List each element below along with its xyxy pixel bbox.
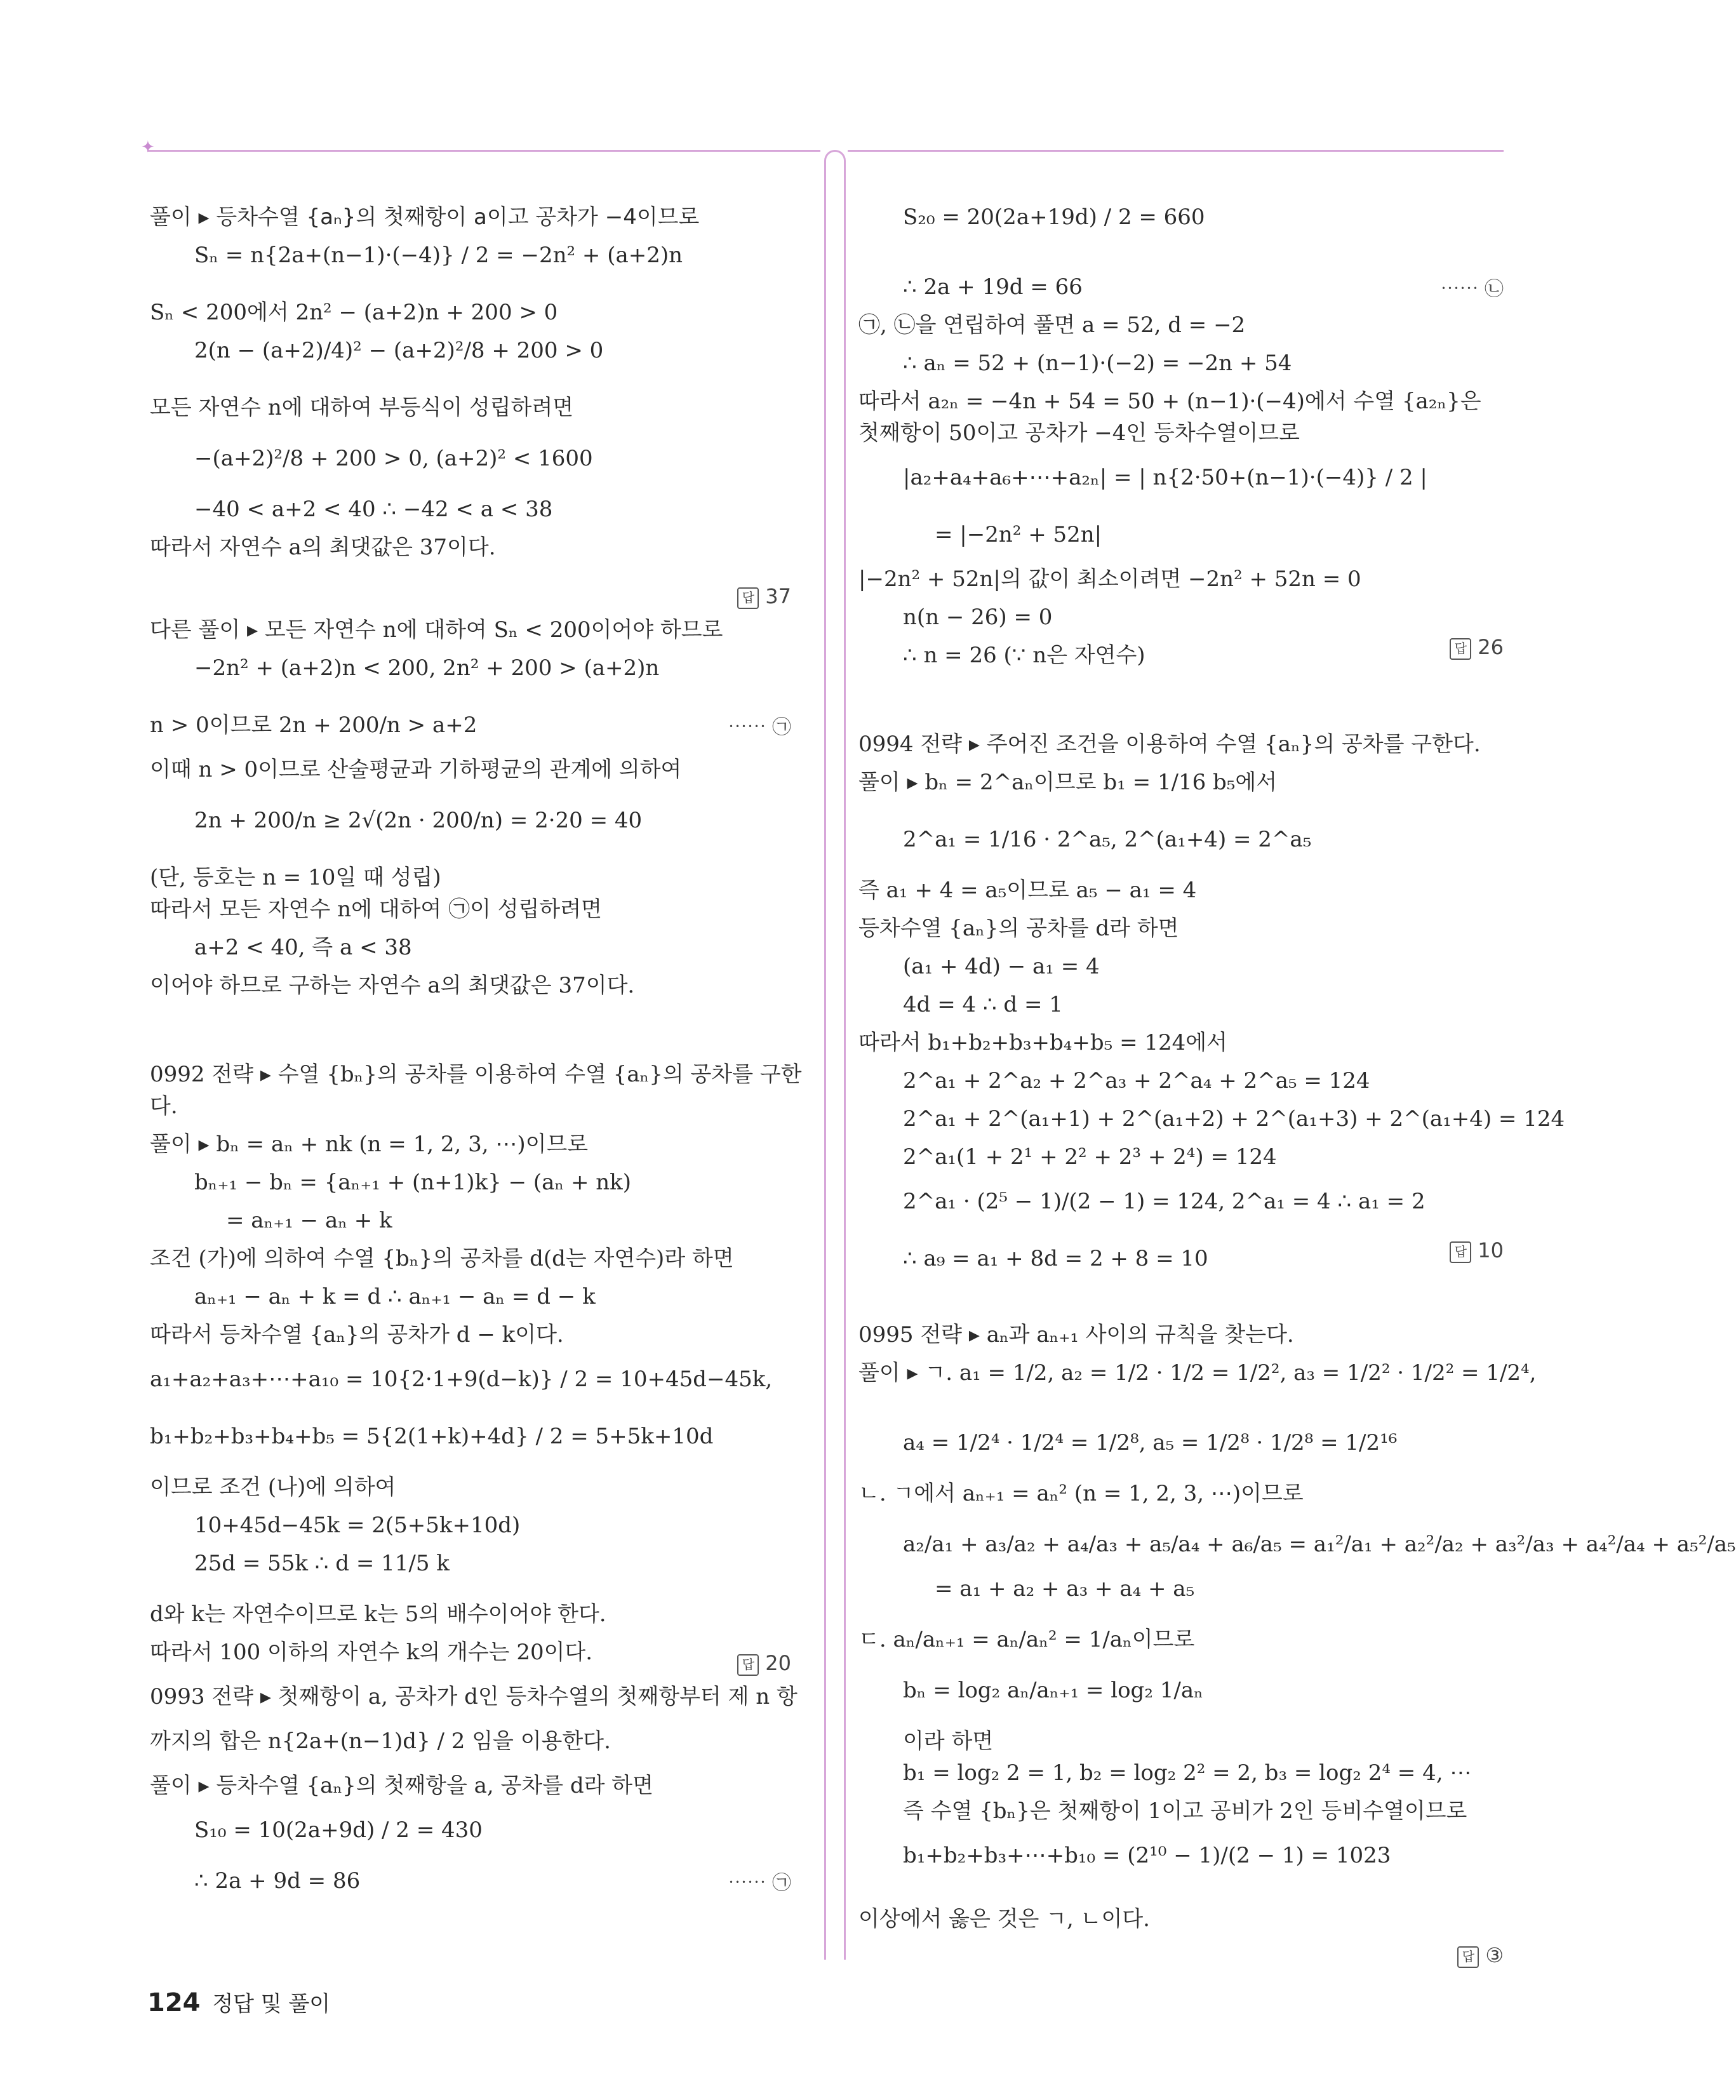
- left-line-34: 풀이 ▸ 등차수열 {aₙ}의 첫째항을 a, 공차를 d라 하면: [150, 1773, 653, 1798]
- right-line-1: ∴ 2a + 19d = 66: [903, 274, 1083, 300]
- right-line-13: 2^a₁ = 1/16 · 2^a₅, 2^(a₁+4) = 2^a₅: [903, 827, 1312, 852]
- left-line-15: a+2 < 40, 즉 a < 38: [194, 935, 412, 960]
- right-line-23: ∴ a₉ = a₁ + 8d = 2 + 8 = 10: [903, 1246, 1208, 1271]
- right-line-36: 이상에서 옳은 것은 ㄱ, ㄴ이다.: [858, 1906, 1150, 1932]
- left-line-24: 따라서 등차수열 {aₙ}의 공차가 d − k이다.: [150, 1322, 564, 1348]
- left-line-4: 모든 자연수 n에 대하여 부등식이 성립하려면: [150, 395, 574, 420]
- left-line-33: 까지의 합은 n{2a+(n−1)d} / 2 임을 이용한다.: [150, 1729, 611, 1754]
- answer-icon: 답: [737, 1654, 759, 1676]
- left-line-20: bₙ₊₁ − bₙ = {aₙ₊₁ + (n+1)k} − (aₙ + nk): [194, 1170, 632, 1195]
- answer-value: 37: [765, 584, 791, 608]
- page-footer: [147, 1986, 330, 2017]
- answer-value: 20: [765, 1651, 791, 1675]
- left-line-16: 이어야 하므로 구하는 자연수 a의 최댓값은 37이다.: [150, 973, 635, 998]
- left-equation-mark-1: ⋯⋯ ㉠: [728, 1872, 791, 1894]
- left-line-9: −2n² + (a+2)n < 200, 2n² + 200 > (a+2)n: [194, 655, 660, 681]
- right-line-14: 즉 a₁ + 4 = a₅이므로 a₅ − a₁ = 4: [858, 878, 1197, 903]
- left-line-27: 이므로 조건 (나)에 의하여: [150, 1475, 396, 1500]
- right-line-21: 2^a₁(1 + 2¹ + 2² + 2³ + 2⁴) = 124: [903, 1144, 1277, 1170]
- left-equation-mark-0: ⋯⋯ ㉠: [728, 716, 791, 739]
- right-line-33: b₁ = log₂ 2 = 1, b₂ = log₂ 2² = 2, b₃ = log₂ 2⁴ = 4, ⋯: [903, 1760, 1472, 1786]
- right-line-16: (a₁ + 4d) − a₁ = 4: [903, 954, 1100, 979]
- left-line-31: 따라서 100 이하의 자연수 k의 개수는 20이다.: [150, 1640, 593, 1665]
- right-line-0: S₂₀ = 20(2a+19d) / 2 = 660: [903, 204, 1205, 230]
- answer-icon: 답: [1450, 638, 1471, 660]
- right-line-24: 0995 전략 ▸ aₙ과 aₙ₊₁ 사이의 규칙을 찾는다.: [858, 1322, 1294, 1348]
- left-line-5: −(a+2)²/8 + 200 > 0, (a+2)² < 1600: [194, 446, 593, 471]
- right-line-29: = a₁ + a₂ + a₃ + a₄ + a₅: [935, 1576, 1195, 1602]
- left-line-1: Sₙ = n{2a+(n−1)·(−4)} / 2 = −2n² + (a+2)n: [194, 243, 683, 268]
- left-line-14: 따라서 모든 자연수 n에 대하여 ㉠이 성립하려면: [150, 897, 602, 922]
- right-line-31: bₙ = log₂ aₙ/aₙ₊₁ = log₂ 1/aₙ: [903, 1678, 1203, 1703]
- left-answer-1: [737, 1651, 791, 1676]
- left-line-8: 다른 풀이 ▸ 모든 자연수 n에 대하여 Sₙ < 200이어야 하므로: [150, 617, 723, 643]
- left-line-30: d와 k는 자연수이므로 k는 5의 배수이어야 한다.: [150, 1602, 606, 1627]
- right-line-2: ㉠, ㉡을 연립하여 풀면 a = 52, d = −2: [858, 312, 1246, 338]
- right-line-6: |a₂+a₄+a₆+⋯+a₂ₙ| = | n{2·50+(n−1)·(−4)} / 2 |: [903, 465, 1427, 490]
- left-line-36: ∴ 2a + 9d = 86: [194, 1868, 361, 1894]
- right-line-11: 0994 전략 ▸ 주어진 조건을 이용하여 수열 {aₙ}의 공차를 구한다.: [858, 732, 1481, 757]
- left-line-2: Sₙ < 200에서 2n² − (a+2)n + 200 > 0: [150, 300, 558, 325]
- left-line-3: 2(n − (a+2)/4)² − (a+2)²/8 + 200 > 0: [194, 338, 604, 363]
- right-line-10: ∴ n = 26 (∵ n은 자연수): [903, 643, 1145, 668]
- answer-icon: 답: [1450, 1241, 1471, 1263]
- left-line-6: −40 < a+2 < 40 ∴ −42 < a < 38: [194, 497, 553, 522]
- star-icon: ✦: [141, 138, 155, 157]
- answer-value: ③: [1485, 1943, 1504, 1967]
- left-line-22: 조건 (가)에 의하여 수열 {bₙ}의 공차를 d(d는 자연수)라 하면: [150, 1246, 734, 1271]
- footer-title: 정답 및 풀이: [212, 1991, 331, 2017]
- right-line-9: n(n − 26) = 0: [903, 605, 1053, 630]
- right-line-19: 2^a₁ + 2^a₂ + 2^a₃ + 2^a₄ + 2^a₅ = 124: [903, 1068, 1370, 1093]
- left-line-28: 10+45d−45k = 2(5+5k+10d): [194, 1513, 521, 1538]
- right-line-12: 풀이 ▸ bₙ = 2^aₙ이므로 b₁ = 1/16 b₅에서: [858, 770, 1278, 795]
- right-equation-mark-0: ⋯⋯ ㉡: [1440, 278, 1504, 300]
- left-line-12: 2n + 200/n ≥ 2√(2n · 200/n) = 2·20 = 40: [194, 808, 643, 833]
- right-line-20: 2^a₁ + 2^(a₁+1) + 2^(a₁+2) + 2^(a₁+3) + 2^(a₁+4) = 124: [903, 1106, 1565, 1132]
- answer-icon: 답: [737, 587, 759, 609]
- left-line-35: S₁₀ = 10(2a+9d) / 2 = 430: [194, 1817, 483, 1843]
- right-line-34: 즉 수열 {bₙ}은 첫째항이 1이고 공비가 2인 등비수열이므로: [903, 1798, 1467, 1824]
- right-line-27: ㄴ. ㄱ에서 aₙ₊₁ = aₙ² (n = 1, 2, 3, ⋯)이므로: [858, 1481, 1304, 1506]
- right-answer-1: [1450, 1238, 1504, 1263]
- right-line-35: b₁+b₂+b₃+⋯+b₁₀ = (2¹⁰ − 1)/(2 − 1) = 1023: [903, 1843, 1391, 1868]
- right-line-18: 따라서 b₁+b₂+b₃+b₄+b₅ = 124에서: [858, 1030, 1227, 1055]
- right-line-22: 2^a₁ · (2⁵ − 1)/(2 − 1) = 124, 2^a₁ = 4 ∴ a₁ = 2: [903, 1189, 1426, 1214]
- right-line-15: 등차수열 {aₙ}의 공차를 d라 하면: [858, 916, 1179, 941]
- left-answer-0: [737, 584, 791, 609]
- left-line-0: 풀이 ▸ 등차수열 {aₙ}의 첫째항이 a이고 공차가 −4이므로: [150, 204, 700, 230]
- answer-value: 10: [1478, 1238, 1504, 1262]
- right-line-5: 첫째항이 50이고 공차가 −4인 등차수열이므로: [858, 420, 1300, 446]
- right-line-7: = |−2n² + 52n|: [935, 522, 1102, 547]
- answer-icon: 답: [1457, 1946, 1479, 1968]
- right-line-26: a₄ = 1/2⁴ · 1/2⁴ = 1/2⁸, a₅ = 1/2⁸ · 1/2⁸ = 1/2¹⁶: [903, 1430, 1398, 1455]
- right-answer-0: [1450, 635, 1504, 660]
- left-line-10: n > 0이므로 2n + 200/n > a+2: [150, 712, 477, 738]
- left-line-29: 25d = 55k ∴ d = 11/5 k: [194, 1551, 450, 1576]
- right-line-4: 따라서 a₂ₙ = −4n + 54 = 50 + (n−1)·(−4)에서 수열 {a₂ₙ}은: [858, 389, 1481, 414]
- left-line-26: b₁+b₂+b₃+b₄+b₅ = 5{2(1+k)+4d} / 2 = 5+5k+10d: [150, 1424, 714, 1449]
- frame-top-right: [848, 150, 1504, 152]
- right-line-3: ∴ aₙ = 52 + (n−1)·(−2) = −2n + 54: [903, 351, 1292, 376]
- right-line-28: a₂/a₁ + a₃/a₂ + a₄/a₃ + a₅/a₄ + a₆/a₅ = a₁²/a₁ + a₂²/a₂ + a₃²/a₃ + a₄²/a₄ + a₅²/a₅: [903, 1532, 1736, 1557]
- left-line-32: 0993 전략 ▸ 첫째항이 a, 공차가 d인 등차수열의 첫째항부터 제 n 항: [150, 1684, 798, 1709]
- left-line-19: 풀이 ▸ bₙ = aₙ + nk (n = 1, 2, 3, ⋯)이므로: [150, 1132, 589, 1157]
- answer-value: 26: [1478, 635, 1504, 659]
- left-line-23: aₙ₊₁ − aₙ + k = d ∴ aₙ₊₁ − aₙ = d − k: [194, 1284, 596, 1309]
- right-line-17: 4d = 4 ∴ d = 1: [903, 992, 1063, 1017]
- left-line-11: 이때 n > 0이므로 산술평균과 기하평균의 관계에 의하여: [150, 757, 682, 782]
- left-line-17: 0992 전략 ▸ 수열 {bₙ}의 공차를 이용하여 수열 {aₙ}의 공차를 구한: [150, 1062, 802, 1087]
- page-number: 124: [147, 1988, 201, 2017]
- right-line-8: |−2n² + 52n|의 값이 최소이려면 −2n² + 52n = 0: [858, 566, 1361, 592]
- left-line-13: (단, 등호는 n = 10일 때 성립): [150, 865, 441, 890]
- left-line-21: = aₙ₊₁ − aₙ + k: [226, 1208, 392, 1233]
- left-line-18: 다.: [150, 1093, 178, 1119]
- right-line-25: 풀이 ▸ ㄱ. a₁ = 1/2, a₂ = 1/2 · 1/2 = 1/2², a₃ = 1/2² · 1/2² = 1/2⁴,: [858, 1360, 1537, 1386]
- right-line-32: 이라 하면: [903, 1729, 994, 1754]
- left-line-7: 따라서 자연수 a의 최댓값은 37이다.: [150, 535, 496, 560]
- right-answer-2: [1457, 1943, 1504, 1968]
- right-line-30: ㄷ. aₙ/aₙ₊₁ = aₙ/aₙ² = 1/aₙ이므로: [858, 1627, 1195, 1652]
- left-line-25: a₁+a₂+a₃+⋯+a₁₀ = 10{2·1+9(d−k)} / 2 = 10+45d−45k,: [150, 1367, 773, 1392]
- frame-top-left: [147, 150, 820, 152]
